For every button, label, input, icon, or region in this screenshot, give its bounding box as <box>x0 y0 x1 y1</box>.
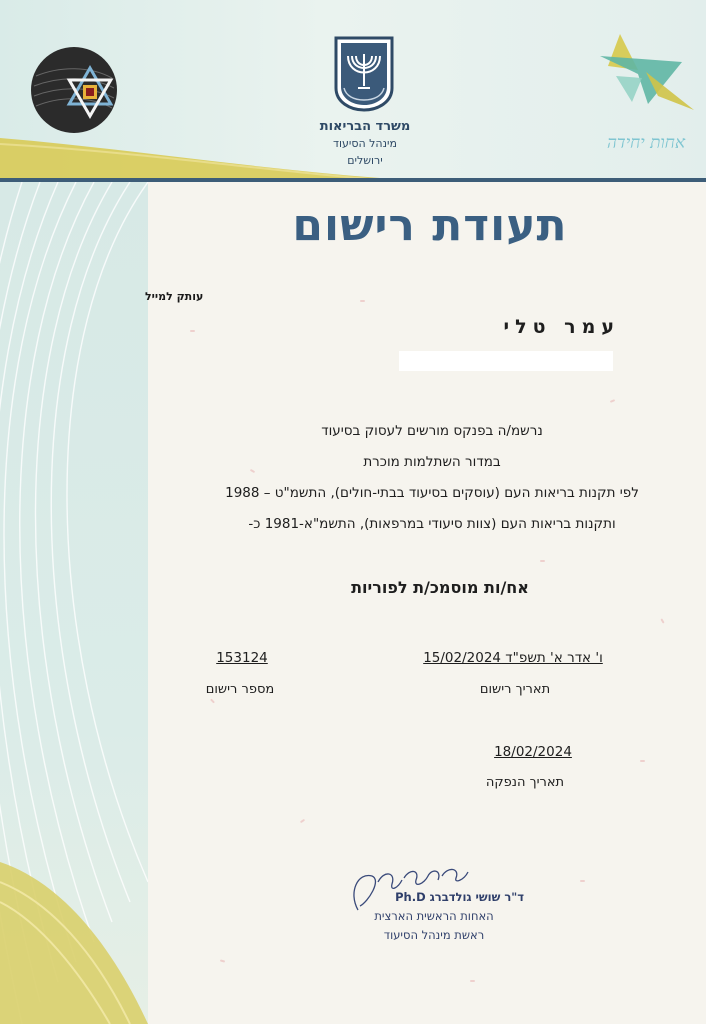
state-emblem-icon <box>332 34 396 112</box>
body-line: במדור השתלמות מוכרת <box>363 454 501 470</box>
signer-title-line1: האחות הראשית הארצית <box>374 909 494 923</box>
body-line: ותקנות בריאות העם (צוות סיעודי במרפאות), התשמ"א-1981 כ- <box>248 516 616 532</box>
holder-name: עמר טלי <box>503 316 620 338</box>
ministry-block <box>300 118 430 169</box>
authorization-title: אח/ות מוסמכ/ת לפוריות <box>351 578 529 597</box>
signer-title-line2: ראשת מינהל הסיעוד <box>383 928 485 942</box>
certificate-body <box>170 416 694 540</box>
issue-date-label: תאריך הנפקה <box>485 775 565 790</box>
ministry-name: משרד הבריאות <box>319 119 411 134</box>
certificate-title: תעודת רישום <box>292 200 568 251</box>
registration-number-value: 153124 <box>216 650 268 666</box>
star-of-david-logo <box>30 46 118 134</box>
registration-date-value: ו' אדר א' תשפ"ד 15/02/2024 <box>423 650 603 666</box>
scan-edge <box>706 0 724 1024</box>
body-line: נרשמ/ה בפנקס מורשים לעסוק בסיעוד <box>321 423 543 439</box>
nursing-logo <box>586 32 706 160</box>
issue-date-value: 18/02/2024 <box>494 744 572 760</box>
signer-name: ד"ר שושי גולדברג Ph.D <box>395 890 524 904</box>
division-name: מינהל הסיעוד <box>333 137 397 150</box>
registration-date-label: תאריך רישום <box>479 682 551 697</box>
registration-number-label: מספר רישום <box>205 682 275 697</box>
left-decorative-band <box>0 182 148 1024</box>
nursing-logo-text: אחות יחידה <box>606 133 686 153</box>
city-name: ירושלים <box>347 154 383 167</box>
body-line: לפי תקנות בריאות העם (עוסקים בסיעוד בבתי-חולים), התשמ"ט – 1988 <box>225 485 639 501</box>
copy-note: עותק למייל <box>145 290 204 303</box>
redacted-id-field <box>399 351 613 371</box>
